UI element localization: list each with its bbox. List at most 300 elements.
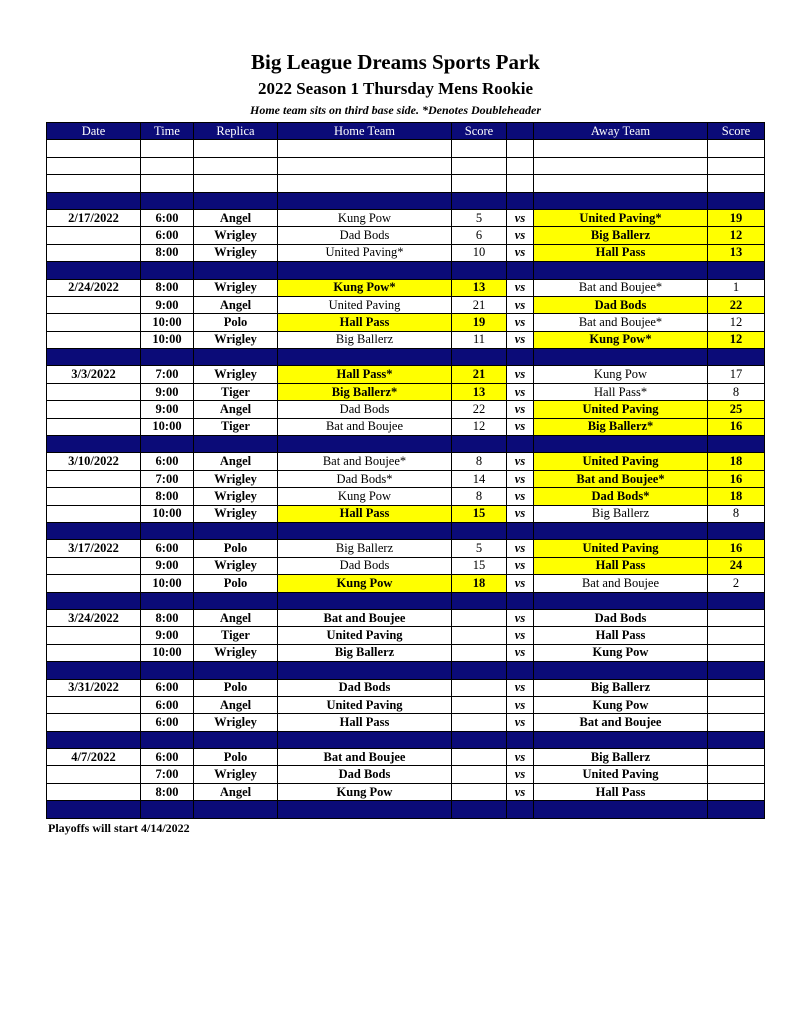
- game-date: [47, 766, 141, 783]
- home-team: Dad Bods: [278, 679, 452, 696]
- separator-cell: [708, 592, 765, 609]
- separator-cell: [194, 662, 278, 679]
- game-date: 2/24/2022: [47, 279, 141, 296]
- home-team: Hall Pass: [278, 314, 452, 331]
- home-team: United Paving: [278, 696, 452, 713]
- separator-cell: [47, 801, 141, 818]
- away-team: Big Ballerz: [534, 227, 708, 244]
- game-date: [47, 488, 141, 505]
- game-row: [47, 296, 765, 313]
- away-team: Kung Pow: [534, 366, 708, 383]
- game-date: [47, 575, 141, 592]
- home-score: 13: [452, 279, 507, 296]
- game-date: [47, 505, 141, 522]
- away-score: [708, 679, 765, 696]
- game-row: [47, 679, 765, 696]
- away-score: [708, 766, 765, 783]
- schedule-table: [46, 122, 765, 819]
- week-separator-row: [47, 801, 765, 818]
- home-team: United Paving: [278, 296, 452, 313]
- game-date: 2/17/2022: [47, 209, 141, 226]
- game-row: [47, 557, 765, 574]
- separator-cell: [194, 192, 278, 209]
- home-score: 14: [452, 470, 507, 487]
- field-name: Polo: [194, 540, 278, 557]
- separator-cell: [141, 192, 194, 209]
- game-row: [47, 314, 765, 331]
- playoffs-note: Playoffs will start 4/14/2022: [48, 821, 190, 835]
- separator-cell: [47, 262, 141, 279]
- column-header: Score: [452, 123, 507, 140]
- game-date: [47, 783, 141, 800]
- separator-cell: [194, 801, 278, 818]
- game-date: [47, 401, 141, 418]
- field-name: Wrigley: [194, 714, 278, 731]
- away-score: 16: [708, 418, 765, 435]
- empty-cell: [452, 175, 507, 192]
- away-team: Hall Pass: [534, 627, 708, 644]
- empty-cell: [452, 157, 507, 174]
- empty-cell: [507, 140, 534, 157]
- separator-cell: [47, 522, 141, 539]
- game-time: 10:00: [141, 314, 194, 331]
- separator-cell: [194, 522, 278, 539]
- game-row: [47, 766, 765, 783]
- versus-label: vs: [507, 627, 534, 644]
- versus-label: vs: [507, 209, 534, 226]
- versus-label: vs: [507, 679, 534, 696]
- home-score: 5: [452, 209, 507, 226]
- game-date: [47, 296, 141, 313]
- week-separator-row: [47, 349, 765, 366]
- versus-label: vs: [507, 383, 534, 400]
- field-name: Angel: [194, 453, 278, 470]
- home-score: [452, 783, 507, 800]
- separator-cell: [47, 662, 141, 679]
- game-time: 6:00: [141, 453, 194, 470]
- away-team: Hall Pass: [534, 244, 708, 261]
- field-name: Polo: [194, 314, 278, 331]
- column-header: Away Team: [534, 123, 708, 140]
- home-score: 8: [452, 488, 507, 505]
- empty-cell: [534, 157, 708, 174]
- separator-cell: [194, 262, 278, 279]
- away-team: Bat and Boujee*: [534, 279, 708, 296]
- versus-label: vs: [507, 488, 534, 505]
- home-score: 5: [452, 540, 507, 557]
- column-header: Date: [47, 123, 141, 140]
- versus-label: vs: [507, 783, 534, 800]
- empty-cell: [278, 140, 452, 157]
- game-time: 8:00: [141, 783, 194, 800]
- separator-cell: [452, 592, 507, 609]
- separator-cell: [534, 522, 708, 539]
- field-name: Angel: [194, 401, 278, 418]
- home-score: 11: [452, 331, 507, 348]
- empty-cell: [47, 175, 141, 192]
- home-team: Dad Bods*: [278, 470, 452, 487]
- empty-cell: [141, 175, 194, 192]
- game-date: [47, 244, 141, 261]
- field-name: Angel: [194, 209, 278, 226]
- separator-cell: [47, 436, 141, 453]
- home-score: 10: [452, 244, 507, 261]
- game-date: [47, 696, 141, 713]
- game-row: [47, 627, 765, 644]
- week-separator-row: [47, 522, 765, 539]
- game-time: 8:00: [141, 279, 194, 296]
- field-name: Tiger: [194, 418, 278, 435]
- separator-cell: [141, 801, 194, 818]
- away-score: 19: [708, 209, 765, 226]
- away-team: Bat and Boujee*: [534, 314, 708, 331]
- field-name: Polo: [194, 749, 278, 766]
- home-score: [452, 766, 507, 783]
- empty-cell: [47, 140, 141, 157]
- separator-cell: [47, 349, 141, 366]
- away-team: Kung Pow: [534, 696, 708, 713]
- page-subtitle: 2022 Season 1 Thursday Mens Rookie: [257, 79, 534, 98]
- blank-row: [47, 157, 765, 174]
- game-time: 10:00: [141, 505, 194, 522]
- game-time: 9:00: [141, 296, 194, 313]
- away-team: Big Ballerz*: [534, 418, 708, 435]
- separator-cell: [278, 801, 452, 818]
- home-score: [452, 714, 507, 731]
- column-header: [507, 123, 534, 140]
- away-score: 25: [708, 401, 765, 418]
- separator-cell: [708, 801, 765, 818]
- game-date: [47, 714, 141, 731]
- game-row: [47, 575, 765, 592]
- separator-cell: [278, 349, 452, 366]
- week-separator-row: [47, 731, 765, 748]
- away-score: 18: [708, 453, 765, 470]
- game-row: [47, 540, 765, 557]
- separator-cell: [507, 349, 534, 366]
- header-note: Home team sits on third base side. *Denotes Doubleheader: [250, 103, 541, 117]
- game-date: [47, 557, 141, 574]
- separator-cell: [194, 592, 278, 609]
- home-team: Bat and Boujee: [278, 418, 452, 435]
- game-time: 9:00: [141, 383, 194, 400]
- game-time: 6:00: [141, 209, 194, 226]
- empty-cell: [452, 140, 507, 157]
- away-score: 12: [708, 227, 765, 244]
- game-row: [47, 644, 765, 661]
- away-score: [708, 749, 765, 766]
- home-score: 21: [452, 366, 507, 383]
- separator-cell: [708, 262, 765, 279]
- separator-cell: [534, 262, 708, 279]
- game-date: [47, 627, 141, 644]
- away-score: 24: [708, 557, 765, 574]
- separator-cell: [278, 592, 452, 609]
- away-team: United Paving: [534, 401, 708, 418]
- separator-cell: [47, 592, 141, 609]
- separator-cell: [507, 801, 534, 818]
- separator-cell: [452, 801, 507, 818]
- away-score: 16: [708, 470, 765, 487]
- separator-cell: [141, 436, 194, 453]
- field-name: Wrigley: [194, 244, 278, 261]
- home-team: Hall Pass*: [278, 366, 452, 383]
- empty-cell: [278, 157, 452, 174]
- versus-label: vs: [507, 314, 534, 331]
- game-date: 3/10/2022: [47, 453, 141, 470]
- separator-cell: [141, 522, 194, 539]
- blank-row: [47, 140, 765, 157]
- empty-cell: [708, 140, 765, 157]
- away-score: [708, 609, 765, 626]
- game-time: 6:00: [141, 227, 194, 244]
- home-team: Kung Pow: [278, 488, 452, 505]
- home-team: Bat and Boujee: [278, 749, 452, 766]
- separator-cell: [452, 192, 507, 209]
- separator-cell: [534, 592, 708, 609]
- game-time: 6:00: [141, 540, 194, 557]
- field-name: Wrigley: [194, 488, 278, 505]
- home-team: Big Ballerz: [278, 540, 452, 557]
- separator-cell: [278, 522, 452, 539]
- versus-label: vs: [507, 749, 534, 766]
- separator-cell: [452, 662, 507, 679]
- away-team: Bat and Boujee: [534, 575, 708, 592]
- away-score: [708, 644, 765, 661]
- away-team: Kung Pow*: [534, 331, 708, 348]
- away-score: 18: [708, 488, 765, 505]
- home-team: Big Ballerz: [278, 644, 452, 661]
- versus-label: vs: [507, 696, 534, 713]
- game-time: 6:00: [141, 714, 194, 731]
- separator-cell: [534, 349, 708, 366]
- home-team: Bat and Boujee: [278, 609, 452, 626]
- separator-cell: [47, 731, 141, 748]
- field-name: Angel: [194, 609, 278, 626]
- game-time: 9:00: [141, 557, 194, 574]
- home-team: Big Ballerz: [278, 331, 452, 348]
- game-row: [47, 609, 765, 626]
- separator-cell: [278, 731, 452, 748]
- week-separator-row: [47, 436, 765, 453]
- game-time: 6:00: [141, 749, 194, 766]
- home-score: 22: [452, 401, 507, 418]
- separator-cell: [507, 662, 534, 679]
- home-score: [452, 749, 507, 766]
- versus-label: vs: [507, 296, 534, 313]
- empty-cell: [194, 140, 278, 157]
- home-score: [452, 696, 507, 713]
- separator-cell: [708, 522, 765, 539]
- home-score: [452, 627, 507, 644]
- empty-cell: [507, 175, 534, 192]
- separator-cell: [507, 731, 534, 748]
- separator-cell: [278, 192, 452, 209]
- column-header: Time: [141, 123, 194, 140]
- field-name: Wrigley: [194, 470, 278, 487]
- away-team: Big Ballerz: [534, 749, 708, 766]
- empty-cell: [278, 175, 452, 192]
- separator-cell: [534, 731, 708, 748]
- versus-label: vs: [507, 418, 534, 435]
- home-team: Kung Pow*: [278, 279, 452, 296]
- away-team: United Paving: [534, 453, 708, 470]
- game-time: 9:00: [141, 401, 194, 418]
- away-score: 2: [708, 575, 765, 592]
- empty-cell: [507, 157, 534, 174]
- game-date: 3/17/2022: [47, 540, 141, 557]
- empty-cell: [708, 157, 765, 174]
- game-row: [47, 470, 765, 487]
- separator-cell: [141, 262, 194, 279]
- page-title: Big League Dreams Sports Park: [251, 50, 540, 74]
- separator-cell: [278, 662, 452, 679]
- table-header-row: [47, 123, 765, 140]
- column-header: Score: [708, 123, 765, 140]
- away-team: Hall Pass: [534, 557, 708, 574]
- home-team: Hall Pass: [278, 714, 452, 731]
- versus-label: vs: [507, 244, 534, 261]
- game-row: [47, 366, 765, 383]
- separator-cell: [507, 592, 534, 609]
- game-time: 8:00: [141, 488, 194, 505]
- field-name: Wrigley: [194, 331, 278, 348]
- separator-cell: [708, 192, 765, 209]
- away-team: Dad Bods: [534, 296, 708, 313]
- versus-label: vs: [507, 766, 534, 783]
- home-score: 15: [452, 505, 507, 522]
- separator-cell: [452, 262, 507, 279]
- field-name: Wrigley: [194, 227, 278, 244]
- versus-label: vs: [507, 279, 534, 296]
- away-team: United Paving: [534, 540, 708, 557]
- away-team: Dad Bods*: [534, 488, 708, 505]
- blank-row: [47, 175, 765, 192]
- separator-cell: [452, 522, 507, 539]
- empty-cell: [708, 175, 765, 192]
- versus-label: vs: [507, 366, 534, 383]
- empty-cell: [194, 175, 278, 192]
- field-name: Polo: [194, 679, 278, 696]
- versus-label: vs: [507, 227, 534, 244]
- game-time: 7:00: [141, 766, 194, 783]
- game-time: 7:00: [141, 470, 194, 487]
- field-name: Angel: [194, 783, 278, 800]
- game-date: [47, 383, 141, 400]
- home-score: 6: [452, 227, 507, 244]
- separator-cell: [708, 436, 765, 453]
- separator-cell: [534, 801, 708, 818]
- game-row: [47, 244, 765, 261]
- field-name: Polo: [194, 575, 278, 592]
- game-date: 4/7/2022: [47, 749, 141, 766]
- versus-label: vs: [507, 644, 534, 661]
- home-team: Hall Pass: [278, 505, 452, 522]
- field-name: Wrigley: [194, 644, 278, 661]
- home-team: Kung Pow: [278, 783, 452, 800]
- field-name: Tiger: [194, 627, 278, 644]
- separator-cell: [708, 349, 765, 366]
- game-row: [47, 696, 765, 713]
- separator-cell: [452, 731, 507, 748]
- game-time: 9:00: [141, 627, 194, 644]
- separator-cell: [47, 192, 141, 209]
- game-row: [47, 331, 765, 348]
- game-row: [47, 279, 765, 296]
- home-score: 15: [452, 557, 507, 574]
- away-score: [708, 783, 765, 800]
- field-name: Wrigley: [194, 557, 278, 574]
- home-score: 13: [452, 383, 507, 400]
- home-score: 19: [452, 314, 507, 331]
- away-score: 12: [708, 331, 765, 348]
- home-team: Kung Pow: [278, 209, 452, 226]
- away-score: 17: [708, 366, 765, 383]
- game-row: [47, 453, 765, 470]
- separator-cell: [507, 436, 534, 453]
- game-date: [47, 470, 141, 487]
- empty-cell: [534, 175, 708, 192]
- home-score: [452, 609, 507, 626]
- game-time: 10:00: [141, 331, 194, 348]
- separator-cell: [141, 662, 194, 679]
- game-row: [47, 505, 765, 522]
- versus-label: vs: [507, 714, 534, 731]
- home-team: Dad Bods: [278, 766, 452, 783]
- away-team: Dad Bods: [534, 609, 708, 626]
- home-score: 18: [452, 575, 507, 592]
- separator-cell: [141, 592, 194, 609]
- game-date: 3/3/2022: [47, 366, 141, 383]
- separator-cell: [278, 262, 452, 279]
- away-team: Big Ballerz: [534, 679, 708, 696]
- separator-cell: [452, 349, 507, 366]
- empty-cell: [194, 157, 278, 174]
- away-team: Bat and Boujee: [534, 714, 708, 731]
- separator-cell: [194, 436, 278, 453]
- game-time: 6:00: [141, 696, 194, 713]
- away-team: Hall Pass*: [534, 383, 708, 400]
- empty-cell: [47, 157, 141, 174]
- away-team: Bat and Boujee*: [534, 470, 708, 487]
- versus-label: vs: [507, 331, 534, 348]
- versus-label: vs: [507, 609, 534, 626]
- field-name: Tiger: [194, 383, 278, 400]
- field-name: Angel: [194, 696, 278, 713]
- field-name: Angel: [194, 296, 278, 313]
- home-team: Kung Pow: [278, 575, 452, 592]
- week-separator-row: [47, 192, 765, 209]
- game-date: 3/31/2022: [47, 679, 141, 696]
- game-time: 6:00: [141, 679, 194, 696]
- game-row: [47, 209, 765, 226]
- away-team: Big Ballerz: [534, 505, 708, 522]
- separator-cell: [534, 662, 708, 679]
- game-time: 7:00: [141, 366, 194, 383]
- separator-cell: [194, 731, 278, 748]
- game-row: [47, 783, 765, 800]
- separator-cell: [708, 731, 765, 748]
- game-row: [47, 488, 765, 505]
- away-score: 16: [708, 540, 765, 557]
- home-score: 21: [452, 296, 507, 313]
- home-team: United Paving: [278, 627, 452, 644]
- versus-label: vs: [507, 557, 534, 574]
- away-score: 1: [708, 279, 765, 296]
- away-score: 8: [708, 505, 765, 522]
- game-date: [47, 314, 141, 331]
- separator-cell: [507, 192, 534, 209]
